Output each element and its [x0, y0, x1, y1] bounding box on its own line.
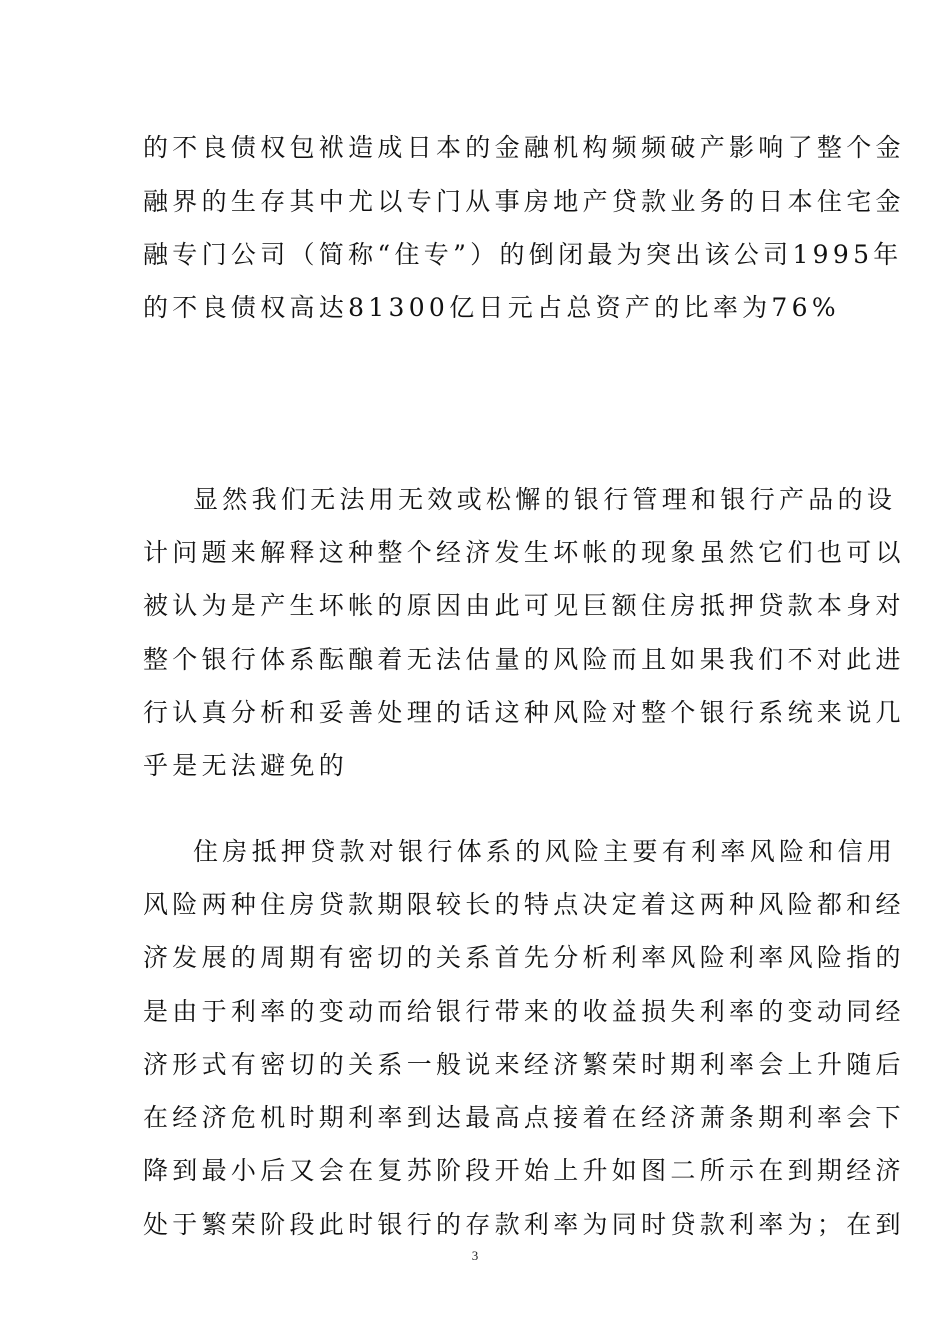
text-line: 在经济危机时期利率到达最高点接着在经济萧条期利率会下	[143, 1103, 905, 1132]
text-line: 济形式有密切的关系一般说来经济繁荣时期利率会上升随后	[143, 1050, 905, 1079]
text-line: 济发展的周期有密切的关系首先分析利率风险利率风险指的	[143, 943, 905, 972]
text-line: 的不良债权高达81300亿日元占总资产的比率为76%	[143, 293, 840, 322]
text-line: 是由于利率的变动而给银行带来的收益损失利率的变动同经	[143, 997, 905, 1026]
text-line: 行认真分析和妥善处理的话这种风险对整个银行系统来说几	[143, 698, 905, 727]
text-line: 整个银行体系酝酿着无法估量的风险而且如果我们不对此进	[143, 645, 905, 674]
text-line: 处于繁荣阶段此时银行的存款利率为同时贷款利率为；在到	[143, 1210, 905, 1239]
text-line: 被认为是产生坏帐的原因由此可见巨额住房抵押贷款本身对	[143, 591, 905, 620]
text-line: 住房抵押贷款对银行体系的风险主要有利率风险和信用	[193, 837, 897, 866]
text-line: 融界的生存其中尤以专门从事房地产贷款业务的日本住宅金	[143, 187, 905, 216]
text-line: 融专门公司（简称“住专”）的倒闭最为突出该公司1995年	[143, 240, 903, 269]
page-number: 3	[471, 1248, 479, 1263]
text-line: 风险两种住房贷款期限较长的特点决定着这两种风险都和经	[143, 890, 905, 919]
text-line: 显然我们无法用无效或松懈的银行管理和银行产品的设	[193, 485, 897, 514]
text-line: 降到最小后又会在复苏阶段开始上升如图二所示在到期经济	[143, 1156, 905, 1185]
text-line: 的不良债权包袱造成日本的金融机构频频破产影响了整个金	[143, 133, 905, 162]
text-line: 计问题来解释这种整个经济发生坏帐的现象虽然它们也可以	[143, 538, 905, 567]
text-line: 乎是无法避免的	[143, 751, 349, 780]
